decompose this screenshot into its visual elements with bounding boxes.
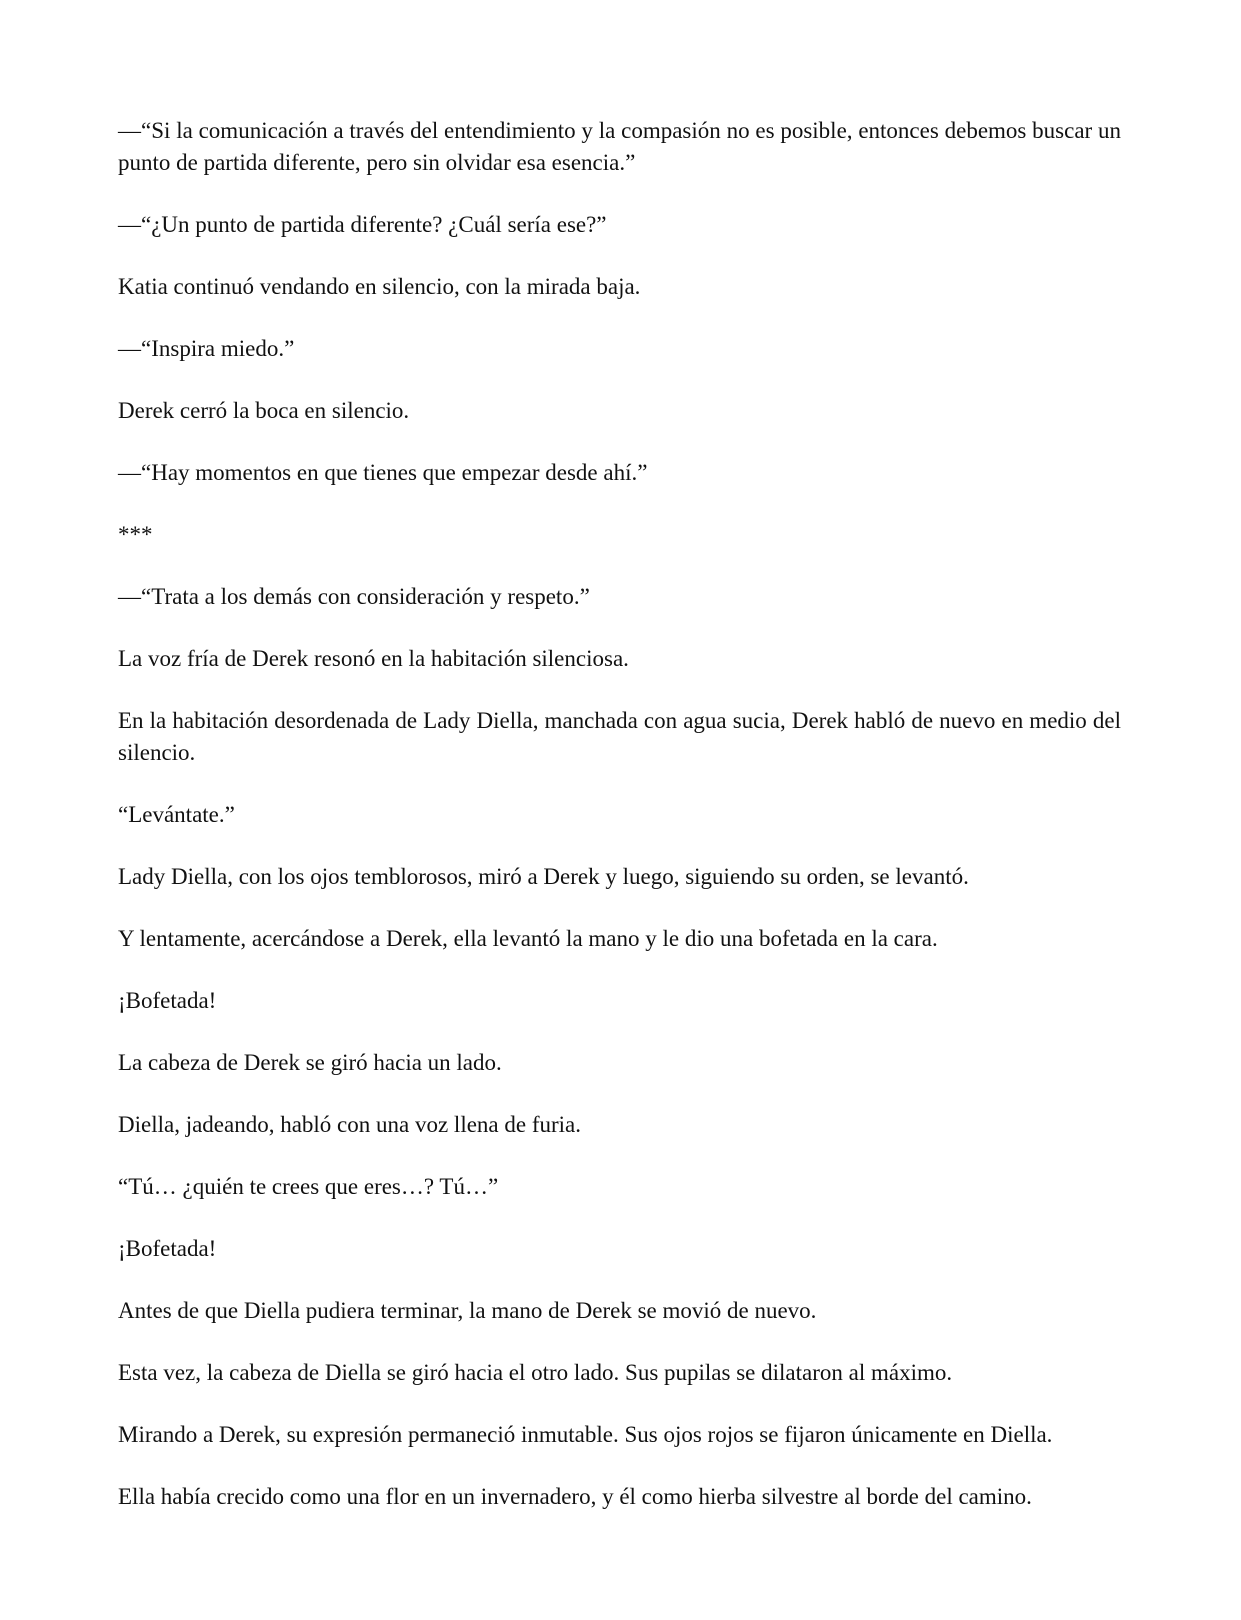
document-body — [118, 115, 1121, 1543]
paragraph-17: ¡Bofetada! — [118, 1236, 217, 1261]
paragraph-7: —“Trata a los demás con consideración y respeto.” — [118, 584, 590, 609]
paragraph-19: Esta vez, la cabeza de Diella se giró hacia el otro lado. Sus pupilas se dilataron al máximo. — [118, 1360, 953, 1385]
paragraph-9: En la habitación desordenada de Lady Diella, manchada con agua sucia, Derek habló de nuevo en medio del silencio. — [118, 708, 1121, 765]
paragraph-5: Derek cerró la boca en silencio. — [118, 398, 410, 423]
paragraph-14: La cabeza de Derek se giró hacia un lado. — [118, 1050, 502, 1075]
paragraph-12: Y lentamente, acercándose a Derek, ella levantó la mano y le dio una bofetada en la cara. — [118, 926, 938, 951]
paragraph-11: Lady Diella, con los ojos temblorosos, miró a Derek y luego, siguiendo su orden, se levantó. — [118, 864, 969, 889]
paragraph-16: “Tú… ¿quién te crees que eres…? Tú…” — [118, 1174, 499, 1199]
paragraph-6: —“Hay momentos en que tienes que empezar desde ahí.” — [118, 460, 648, 485]
paragraph-2: —“¿Un punto de partida diferente? ¿Cuál sería ese?” — [118, 212, 607, 237]
paragraph-4: —“Inspira miedo.” — [118, 336, 295, 361]
paragraph-15: Diella, jadeando, habló con una voz llena de furia. — [118, 1112, 582, 1137]
paragraph-8: La voz fría de Derek resonó en la habitación silenciosa. — [118, 646, 629, 671]
paragraph-21: Ella había crecido como una flor en un invernadero, y él como hierba silvestre al borde del camino. — [118, 1484, 1032, 1509]
paragraph-18: Antes de que Diella pudiera terminar, la mano de Derek se movió de nuevo. — [118, 1298, 817, 1323]
paragraph-20: Mirando a Derek, su expresión permaneció inmutable. Sus ojos rojos se fijaron únicamente en Diella. — [118, 1422, 1053, 1447]
paragraph-1: —“Si la comunicación a través del entendimiento y la compasión no es posible, entonces debemos buscar un punto de partida diferente, pero sin olvidar esa esencia.” — [118, 118, 1121, 175]
paragraph-13: ¡Bofetada! — [118, 988, 217, 1013]
paragraph-3: Katia continuó vendando en silencio, con la mirada baja. — [118, 274, 641, 299]
scene-break: *** — [118, 522, 153, 547]
paragraph-10: “Levántate.” — [118, 802, 235, 827]
